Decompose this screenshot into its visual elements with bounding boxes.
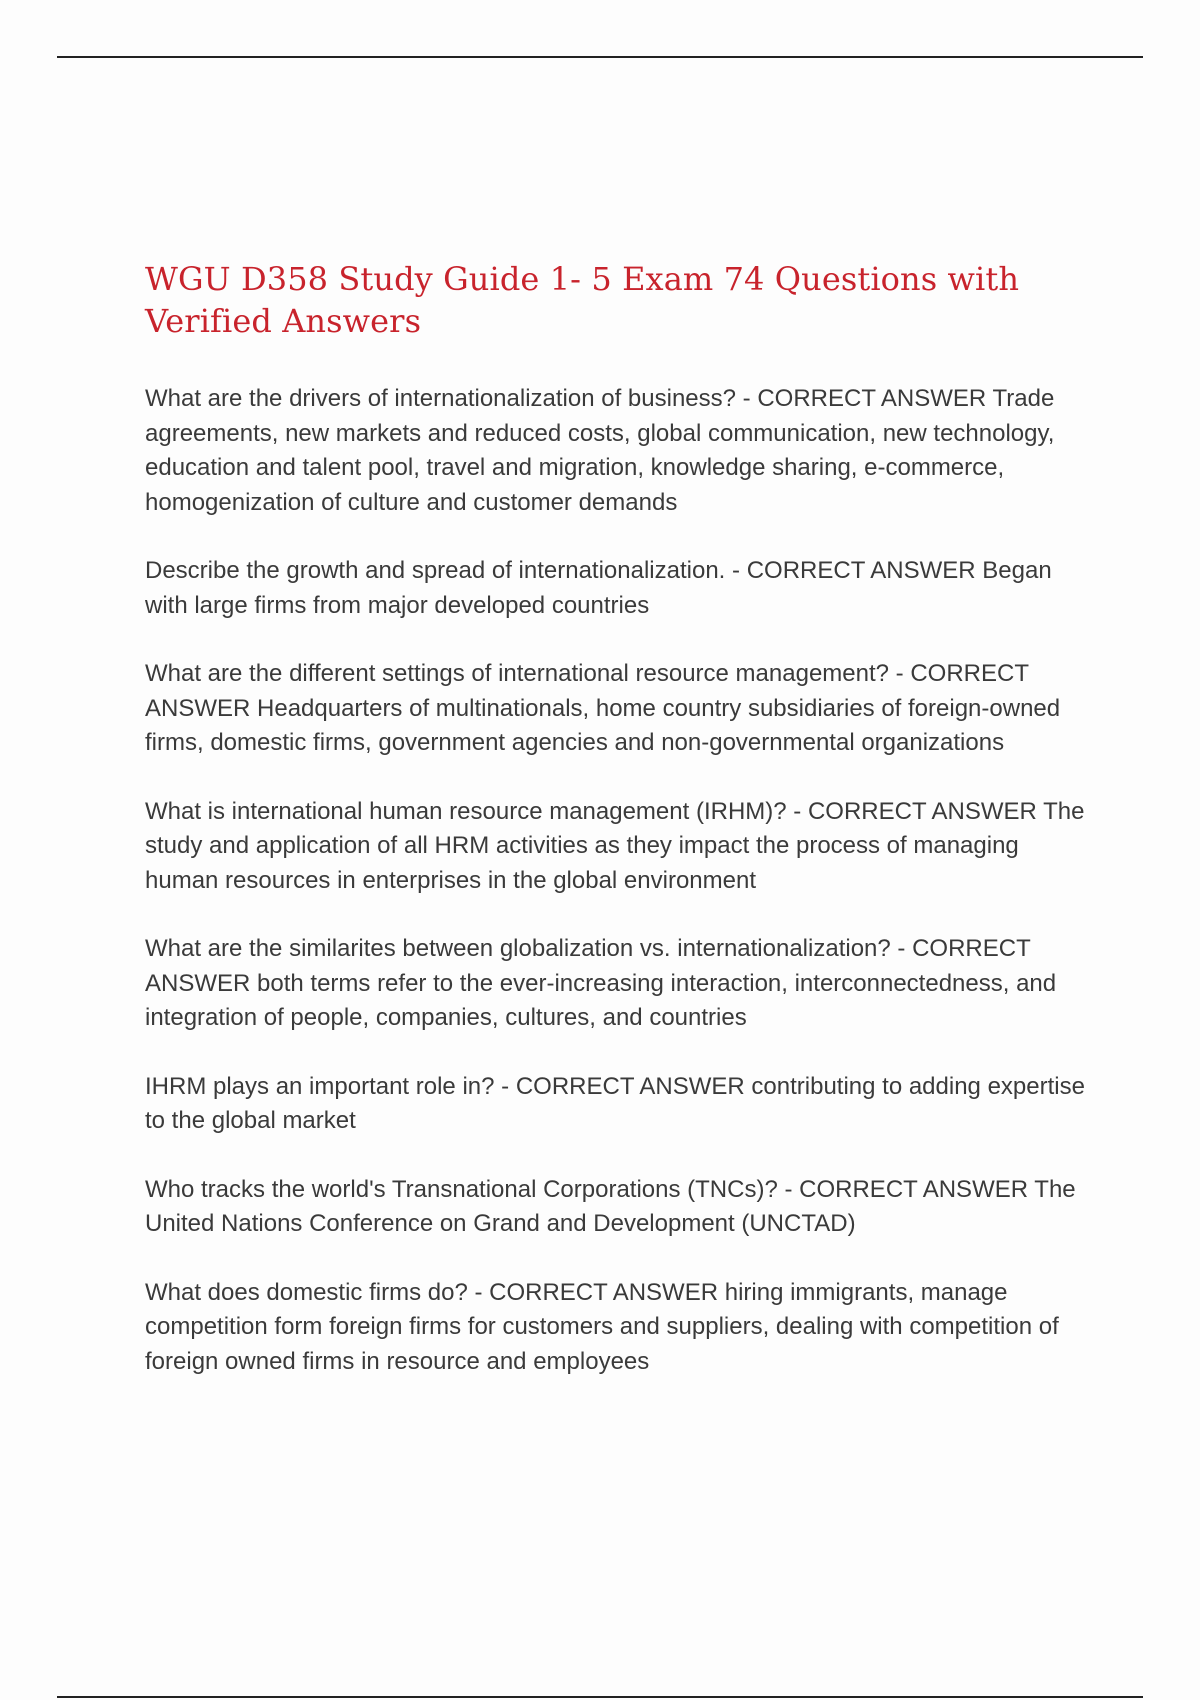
question-text: What is international human resource management (IRHM)? [145, 797, 787, 825]
question-text: What are the different settings of international resource management? [145, 660, 889, 687]
answer-text: both terms refer to the ever-increasing interaction, interconnectedness, and integration of people, companies, cultures, and countries [145, 969, 1057, 1031]
answer-separator: - CORRECT ANSWER [494, 1072, 752, 1100]
answer-separator: - CORRECT ANSWER [786, 797, 1044, 825]
answer-separator: - CORRECT ANSWER [145, 935, 1031, 997]
question-text: What are the drivers of internationalization of business? [145, 385, 736, 412]
footer-rule [57, 1696, 1143, 1698]
qa-item [145, 795, 1085, 899]
answer-separator: - CORRECT ANSWER [777, 1175, 1035, 1203]
answer-text: Trade agreements, new markets and reduced costs, global communication, new technology, education and talent pool, travel and migration, knowledge sharing, e-commerce, homogenization of culture and customer demands [145, 385, 1055, 516]
answer-separator: - CORRECT ANSWER [736, 385, 993, 412]
qa-item [145, 657, 1085, 761]
qa-item [145, 932, 1085, 1036]
answer-text: Began with large firms from major developed countries [145, 557, 1052, 619]
answer-separator: - CORRECT ANSWER [467, 1278, 725, 1306]
qa-item [145, 382, 1085, 520]
document-title: WGU D358 Study Guide 1- 5 Exam 74 Questions with Verified Answers [145, 260, 1020, 340]
header-rule [57, 56, 1143, 58]
qa-item [145, 1173, 1085, 1242]
question-text: Who tracks the world's Transnational Corporations (TNCs)? [145, 1175, 778, 1203]
question-text: IHRM plays an important role in? [145, 1072, 495, 1100]
qa-item [145, 1276, 1085, 1380]
answer-text: The study and application of all HRM activities as they impact the process of managing human resources in enterprises in the global environment [145, 797, 1085, 894]
answer-text: contributing to adding expertise to the global market [145, 1072, 1085, 1134]
answer-text: hiring immigrants, manage competition form foreign firms for customers and suppliers, dealing with competition of foreign owned firms in resource and employees [145, 1278, 1059, 1375]
document-content [145, 258, 1085, 1413]
answer-separator: - CORRECT ANSWER [725, 557, 983, 584]
qa-item [145, 554, 1085, 623]
question-text: Describe the growth and spread of internationalization. [145, 557, 726, 584]
question-text: What are the similarites between globalization vs. internationalization? [145, 935, 891, 962]
answer-text: The United Nations Conference on Grand and Development (UNCTAD) [145, 1175, 1076, 1237]
question-text: What does domestic firms do? [145, 1278, 468, 1306]
qa-item [145, 1070, 1085, 1139]
answer-text: Headquarters of multinationals, home country subsidiaries of foreign-owned firms, domestic firms, government agencies and non-governmental organizations [145, 694, 1061, 756]
answer-separator: - CORRECT ANSWER [145, 660, 1029, 722]
